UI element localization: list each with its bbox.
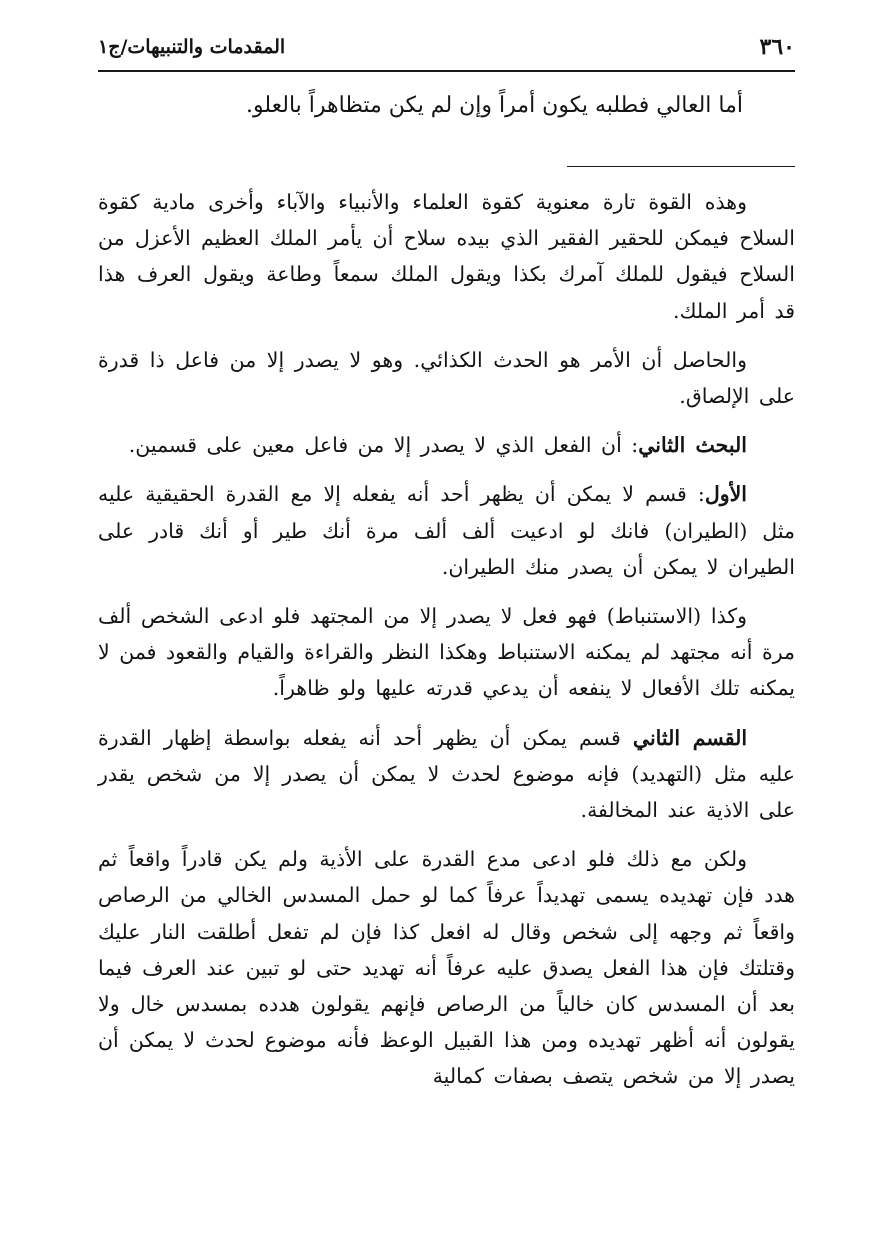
paragraph-istinbat: وكذا (الاستنباط) فهو فعل لا يصدر إلا من المجتهد فلو ادعى الشخص ألف مرة أنه مجتهد لم يمكنه الاستنباط وهكذا النظر والقراءة والقيام والقعود فمن لا يمكنه تلك الأفعال لا ينفعه أن يدعي قدرته عليها ولو ظاهراً.	[98, 604, 795, 701]
paragraph-threat-example: ولكن مع ذلك فلو ادعى مدع القدرة على الأذية ولم يكن قادراً واقعاً ثم هدد فإن تهديده يسمى تهديداً عرفاً كما لو حمل المسدس الخالي من الرصاص واقعاً ثم وجهه إلى شخص وقال له افعل كذا فإن لم تفعل أطلقت النار عليك وقتلتك فإن هذا الفعل يصدق عليه عرفاً أنه تهديد حتى لو تبين عند العرف فيما بعد أن المسدس كان خالياً من الرصاص فإنهم يقولون هدده بمسدس خال ولا يقولون أنه أظهر تهديده ومن هذا القبيل الوعظ فأنه موضوع لحدث لا يمكن أن يصدر إلا من شخص يتصف بصفات كمالية	[98, 847, 795, 1089]
text-first-type: : قسم لا يمكن أن يظهر أحد أنه يفعله إلا مع القدرة الحقيقية عليه مثل (الطيران) فانك لو ادعيت ألف ألف مرة أنك طير أو أنك قادر على الطيران لا يمكن أن يصدر منك الطيران.	[98, 482, 795, 579]
text-second-discussion: : أن الفعل الذي لا يصدر إلا من فاعل معين على قسمين.	[128, 433, 639, 458]
header-rule	[98, 70, 795, 72]
term-second-type: القسم الثاني	[632, 725, 748, 750]
paragraph-summary: والحاصل أن الأمر هو الحدث الكذائي. وهو لا يصدر إلا من فاعل ذا قدرة على الإلصاق.	[98, 347, 795, 409]
page-number: ٣٦٠	[759, 34, 795, 60]
term-second-discussion: البحث الثاني	[638, 433, 747, 458]
main-text	[98, 86, 743, 126]
footnote-separator	[567, 166, 795, 167]
paragraph-second-discussion	[98, 427, 795, 463]
page-header	[98, 28, 795, 68]
term-first: الأول	[704, 482, 747, 507]
paragraph-second-type	[98, 720, 795, 829]
running-title: المقدمات والتنبيهات/ج١	[98, 36, 286, 58]
main-text-line: أما العالي فطلبه يكون أمراً وإن لم يكن متظاهراً بالعلو.	[246, 93, 743, 118]
paragraph-first-type	[98, 476, 795, 585]
paragraph-strength: وهذه القوة تارة معنوية كقوة العلماء والأنبياء والآباء وأخرى مادية كقوة السلاح فيمكن للحقير الفقير الذي بيده سلاح أن يأمر الملك العظيم الأعزل من السلاح فيقول للملك آمرك بكذا ويقول الملك سمعاً وطاعة ويقول العرف هذا قد أمر الملك.	[98, 190, 795, 323]
text-second-type: قسم يمكن أن يظهر أحد أنه يفعله بواسطة إظهار القدرة عليه مثل (التهديد) فإنه موضوع لحدث لا يمكن أن يصدر إلا من شخص يقدر على الاذية عند المخالفة.	[98, 725, 795, 823]
notes-body	[98, 184, 795, 1108]
